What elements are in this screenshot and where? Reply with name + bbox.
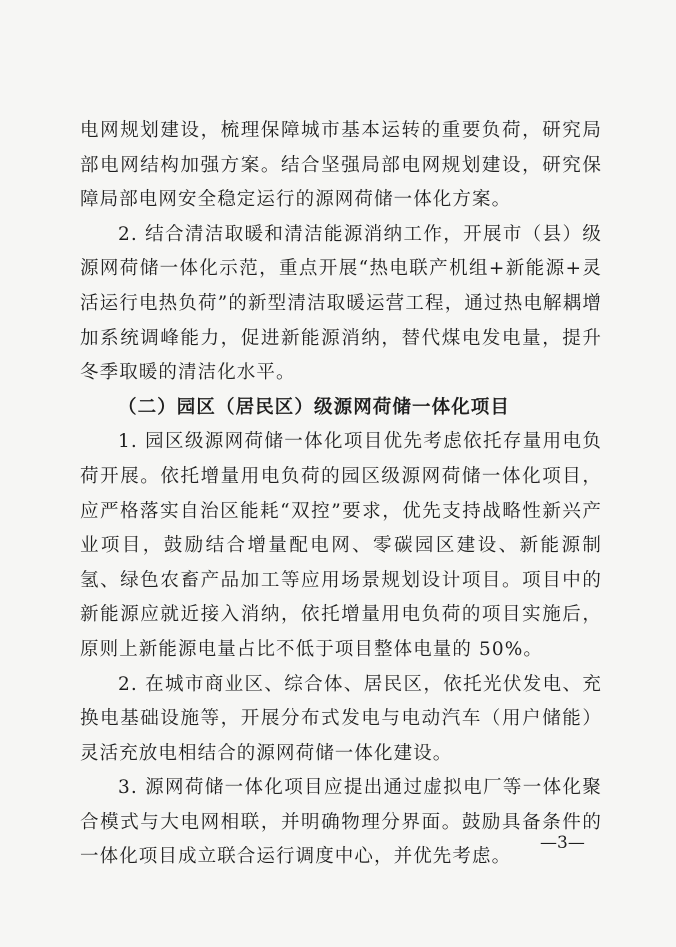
paragraph-item-2-commercial-districts: 2. 在城市商业区、综合体、居民区，依托光伏发电、充换电基础设施等，开展分布式发电与电动汽车（用户储能）灵活充放电相结合的源网荷储一体化建设。 [80, 673, 602, 764]
page-number: —3— [540, 833, 585, 853]
paragraph-item-1-park-projects: 1. 园区级源网荷储一体化项目优先考虑依托存量用电负荷开展。依托增量用电负荷的园区级源网荷储一体化项目，应严格落实自治区能耗“双控”要求，优先支持战略性新兴产业项目，鼓励结合增量配电网、零碳园区建设、新能源制氢、绿色农畜产品加工等应用场景规划设计项目。项目中的新能源应就近接入消纳，依托增量用电负荷的项目实施后，原则上新能源电量占比不低于项目整体电量的 50%。 [80, 431, 602, 660]
document-body [80, 114, 602, 875]
paragraph-continued: 电网规划建设，梳理保障城市基本运转的重要负荷，研究局部电网结构加强方案。结合坚强局部电网规划建设，研究保障局部电网安全稳定运行的源网荷储一体化方案。 [80, 120, 602, 211]
section-heading-park-level: （二）园区（居民区）级源网荷储一体化项目 [118, 396, 511, 418]
paragraph-item-3-virtual-power-plant: 3. 源网荷储一体化项目应提出通过虚拟电厂等一体化聚合模式与大电网相联，并明确物理分界面。鼓励具备条件的一体化项目成立联合运行调度中心，并优先考虑。 [80, 777, 602, 868]
paragraph-item-2-clean-heating: 2. 结合清洁取暖和清洁能源消纳工作，开展市（县）级源网荷储一体化示范，重点开展“热电联产机组+新能源+灵活运行电热负荷”的新型清洁取暖运营工程，通过热电解耦增加系统调峰能力，促进新能源消纳，替代煤电发电量，提升冬季取暖的清洁化水平。 [80, 223, 602, 384]
